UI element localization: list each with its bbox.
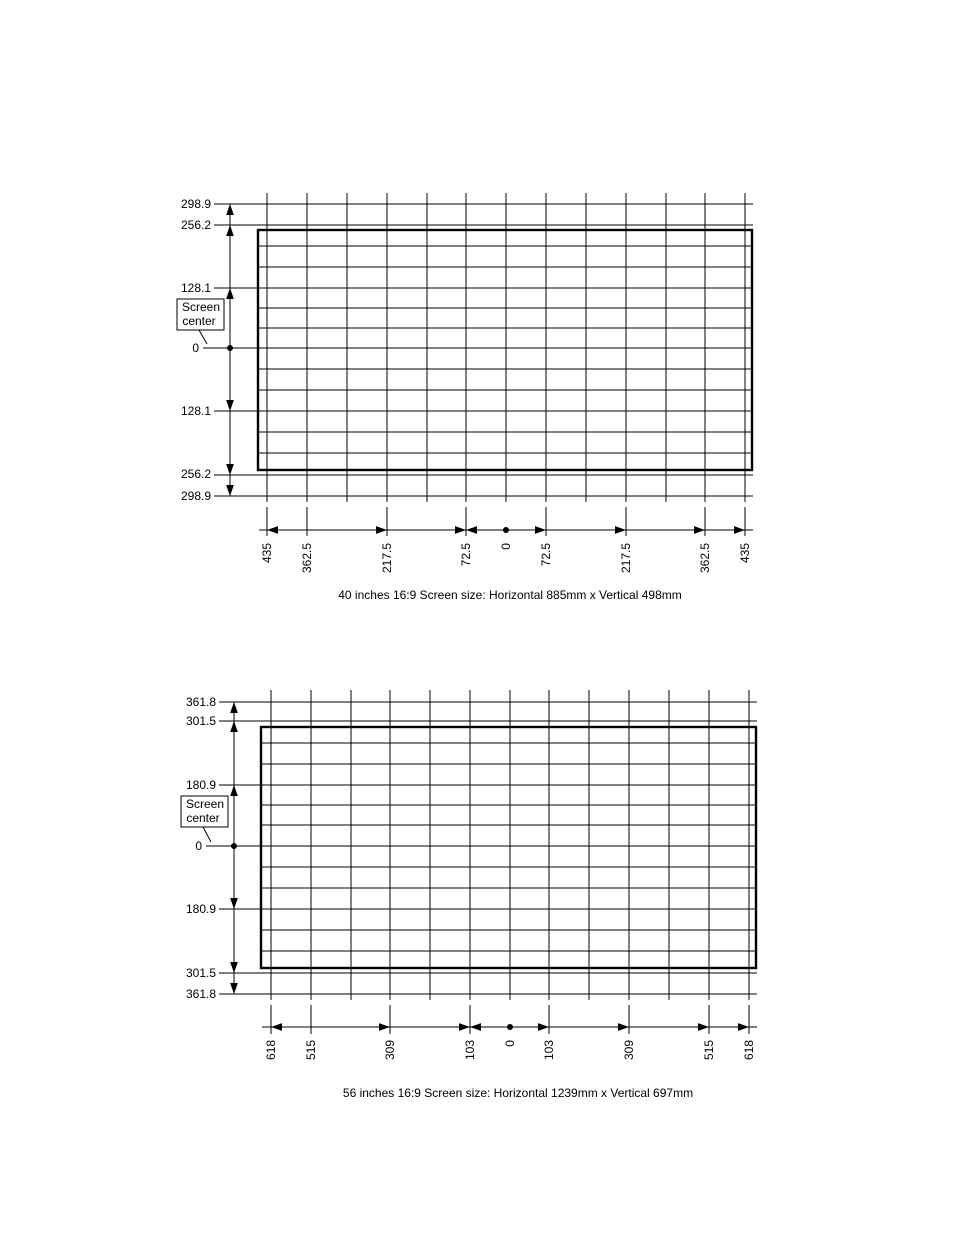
vertical-center-dot-40	[227, 345, 233, 351]
v-label: 0	[195, 839, 202, 853]
caption-40: 40 inches 16:9 Screen size: Horizontal 885mm x Vertical 498mm	[338, 588, 682, 602]
horizontal-center-dot-56	[507, 1024, 513, 1030]
grid-40	[258, 193, 753, 502]
h-label: 217.5	[380, 543, 394, 574]
v-label: 128.1	[180, 404, 211, 418]
h-label: 362.5	[698, 543, 712, 574]
horizontal-center-dot-40	[503, 527, 509, 533]
callout-line-2: center	[182, 314, 216, 328]
h-label: 72.5	[539, 543, 553, 567]
h-label: 435	[738, 543, 752, 564]
callout-line-1: Screen	[181, 300, 221, 314]
h-label: 309	[383, 1040, 397, 1061]
h-label: 103	[463, 1040, 477, 1061]
vertical-center-dot-56	[231, 843, 237, 849]
v-label: 361.8	[185, 695, 216, 709]
h-label: 515	[702, 1040, 716, 1061]
h-label: 435	[260, 543, 274, 564]
diagram-40-inch	[177, 193, 753, 536]
v-label: 298.9	[180, 197, 211, 211]
v-label: 361.8	[185, 987, 216, 1001]
v-label: 180.9	[185, 902, 216, 916]
v-label: 256.2	[180, 467, 211, 481]
h-label: 515	[304, 1040, 318, 1061]
v-label: 256.2	[180, 218, 211, 232]
h-label: 217.5	[619, 543, 633, 574]
diagram-56-inch	[181, 690, 757, 1034]
v-label: 0	[192, 341, 199, 355]
v-label: 128.1	[180, 281, 211, 295]
h-label: 103	[542, 1040, 556, 1061]
callout-line-1: Screen	[185, 797, 225, 811]
v-label: 301.5	[185, 714, 216, 728]
screen-outline-40	[258, 230, 752, 470]
v-label: 301.5	[185, 966, 216, 980]
h-label: 618	[264, 1040, 278, 1061]
h-label: 72.5	[459, 543, 473, 567]
h-label: 0	[503, 1040, 517, 1047]
callout-line-2: center	[186, 811, 220, 825]
grid-56	[261, 690, 757, 1000]
v-label: 180.9	[185, 778, 216, 792]
h-label: 362.5	[300, 543, 314, 574]
v-label: 298.9	[180, 489, 211, 503]
screen-center-leader-40	[199, 330, 207, 344]
screen-outline-56	[261, 727, 756, 968]
caption-56: 56 inches 16:9 Screen size: Horizontal 1239mm x Vertical 697mm	[342, 1086, 694, 1100]
h-label: 0	[499, 543, 513, 550]
h-label: 618	[742, 1040, 756, 1061]
screen-center-leader-56	[203, 827, 211, 842]
h-label: 309	[622, 1040, 636, 1061]
